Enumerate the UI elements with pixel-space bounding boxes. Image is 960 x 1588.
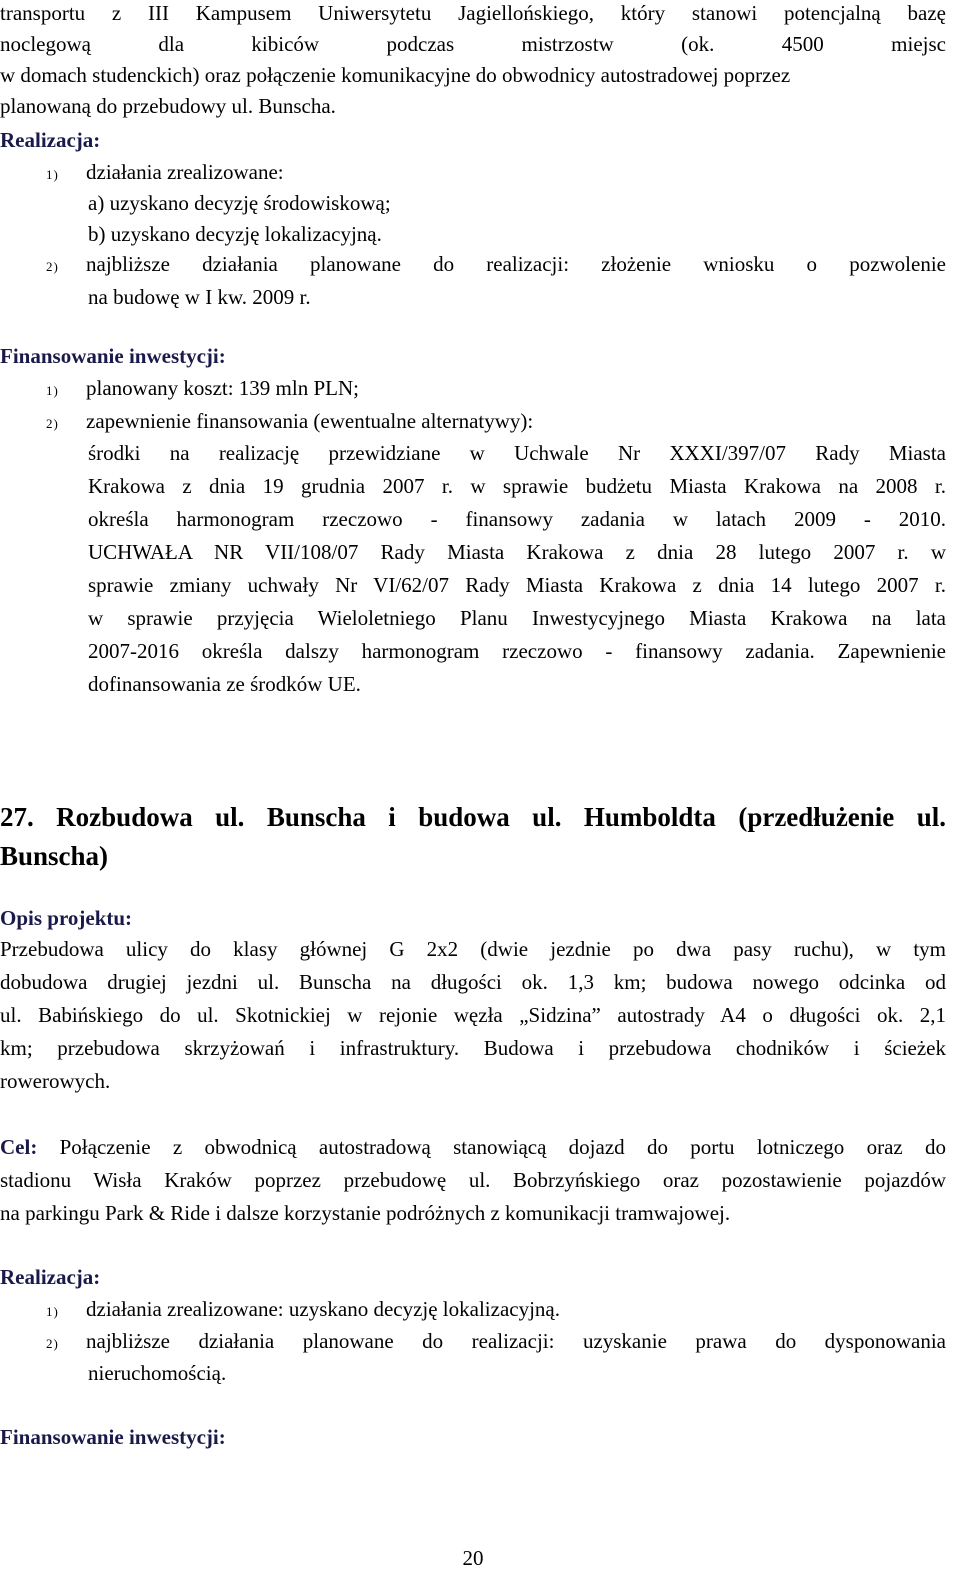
list-number: 2) [46,259,59,274]
body-line: Krakowa z dnia 19 grudnia 2007 r. w sprawie budżetu Miasta Krakowa na 2008 r. [88,474,946,498]
list-item-text: działania zrealizowane: uzyskano decyzję lokalizacyjną. [86,1297,560,1321]
finansowanie-heading: Finansowanie inwestycji: [0,344,226,368]
body-line: ul. Babińskiego do ul. Skotnickiej w rejonie węzła „Sidzina” autostrady A4 o długości ok. 2,1 [0,1003,946,1027]
list-item [46,249,946,282]
body-line: Przebudowa ulicy do klasy głównej G 2x2 (dwie jezdnie po dwa pasy ruchu), w tym [0,937,946,961]
opis-heading: Opis projektu: [0,906,133,930]
list-item [46,157,946,190]
list-number: 1) [46,1304,59,1319]
page-number: 20 [462,1546,484,1570]
realizacja-heading: Realizacja: [0,1265,101,1289]
body-line: planowaną do przebudowy ul. Bunscha. [0,94,336,118]
list-item [46,1326,946,1359]
list-item-continuation: nieruchomością. [88,1361,227,1385]
body-line: UCHWAŁA NR VII/108/07 Rady Miasta Krakowa z dnia 28 lutego 2007 r. w [88,540,946,564]
body-line: w domach studenckich) oraz połączenie komunikacyjne do obwodnicy autostradowej poprzez [0,63,791,87]
body-line: środki na realizację przewidziane w Uchwale Nr XXXI/397/07 Rady Miasta [88,441,946,465]
body-line: w sprawie przyjęcia Wieloletniego Planu Inwestycyjnego Miasta Krakowa na lata [88,606,946,630]
body-line: stadionu Wisła Kraków poprzez przebudowę ul. Bobrzyńskiego oraz pozostawienie pojazdów [0,1168,946,1192]
body-line: noclegową dla kibiców podczas mistrzostw (ok. 4500 miejsc [0,32,946,56]
cel-line [0,1132,946,1162]
cel-text: Połączenie z obwodnicą autostradową stanowiącą dojazd do portu lotniczego oraz do [37,1135,946,1159]
finansowanie-heading: Finansowanie inwestycji: [0,1425,226,1449]
list-item [46,1294,946,1327]
list-item-text: zapewnienie finansowania (ewentualne alternatywy): [86,409,534,433]
list-number: 1) [46,383,59,398]
section-title: 27. Rozbudowa ul. Bunscha i budowa ul. Humboldta (przedłużenie ul. [0,802,946,832]
body-line: określa harmonogram rzeczowo - finansowy zadania w latach 2009 - 2010. [88,507,946,531]
body-line: 2007-2016 określa dalszy harmonogram rzeczowo - finansowy zadania. Zapewnienie [88,639,946,663]
body-line: km; przebudowa skrzyżowań i infrastruktury. Budowa i przebudowa chodników i ścieżek [0,1036,946,1060]
section-title: Bunscha) [0,841,109,871]
body-line: dobudowa drugiej jezdni ul. Bunscha na długości ok. 1,3 km; budowa nowego odcinka od [0,970,946,994]
realizacja-heading: Realizacja: [0,128,101,152]
list-item-text: najbliższe działania planowane do realizacji: złożenie wniosku o pozwolenie [86,252,946,276]
list-item-text: najbliższe działania planowane do realizacji: uzyskanie prawa do dysponowania [86,1329,946,1353]
sub-item: b) uzyskano decyzję lokalizacyjną. [88,222,382,246]
list-number: 2) [46,1336,59,1351]
body-line: rowerowych. [0,1069,111,1093]
body-line: dofinansowania ze środków UE. [88,672,361,696]
body-line: transportu z III Kampusem Uniwersytetu Jagiellońskiego, który stanowi potencjalną bazę [0,1,946,25]
sub-item: a) uzyskano decyzję środowiskową; [88,191,391,215]
list-item [46,406,946,439]
list-item-continuation: na budowę w I kw. 2009 r. [88,285,311,309]
cel-label: Cel: [0,1135,38,1159]
list-item [46,373,946,406]
list-item-text: planowany koszt: 139 mln PLN; [86,376,359,400]
list-number: 1) [46,167,59,182]
body-line: sprawie zmiany uchwały Nr VI/62/07 Rady Miasta Krakowa z dnia 14 lutego 2007 r. [88,573,946,597]
list-number: 2) [46,416,59,431]
body-line: na parkingu Park & Ride i dalsze korzystanie podróżnych z komunikacji tramwajowej. [0,1201,731,1225]
list-item-text: działania zrealizowane: [86,160,284,184]
